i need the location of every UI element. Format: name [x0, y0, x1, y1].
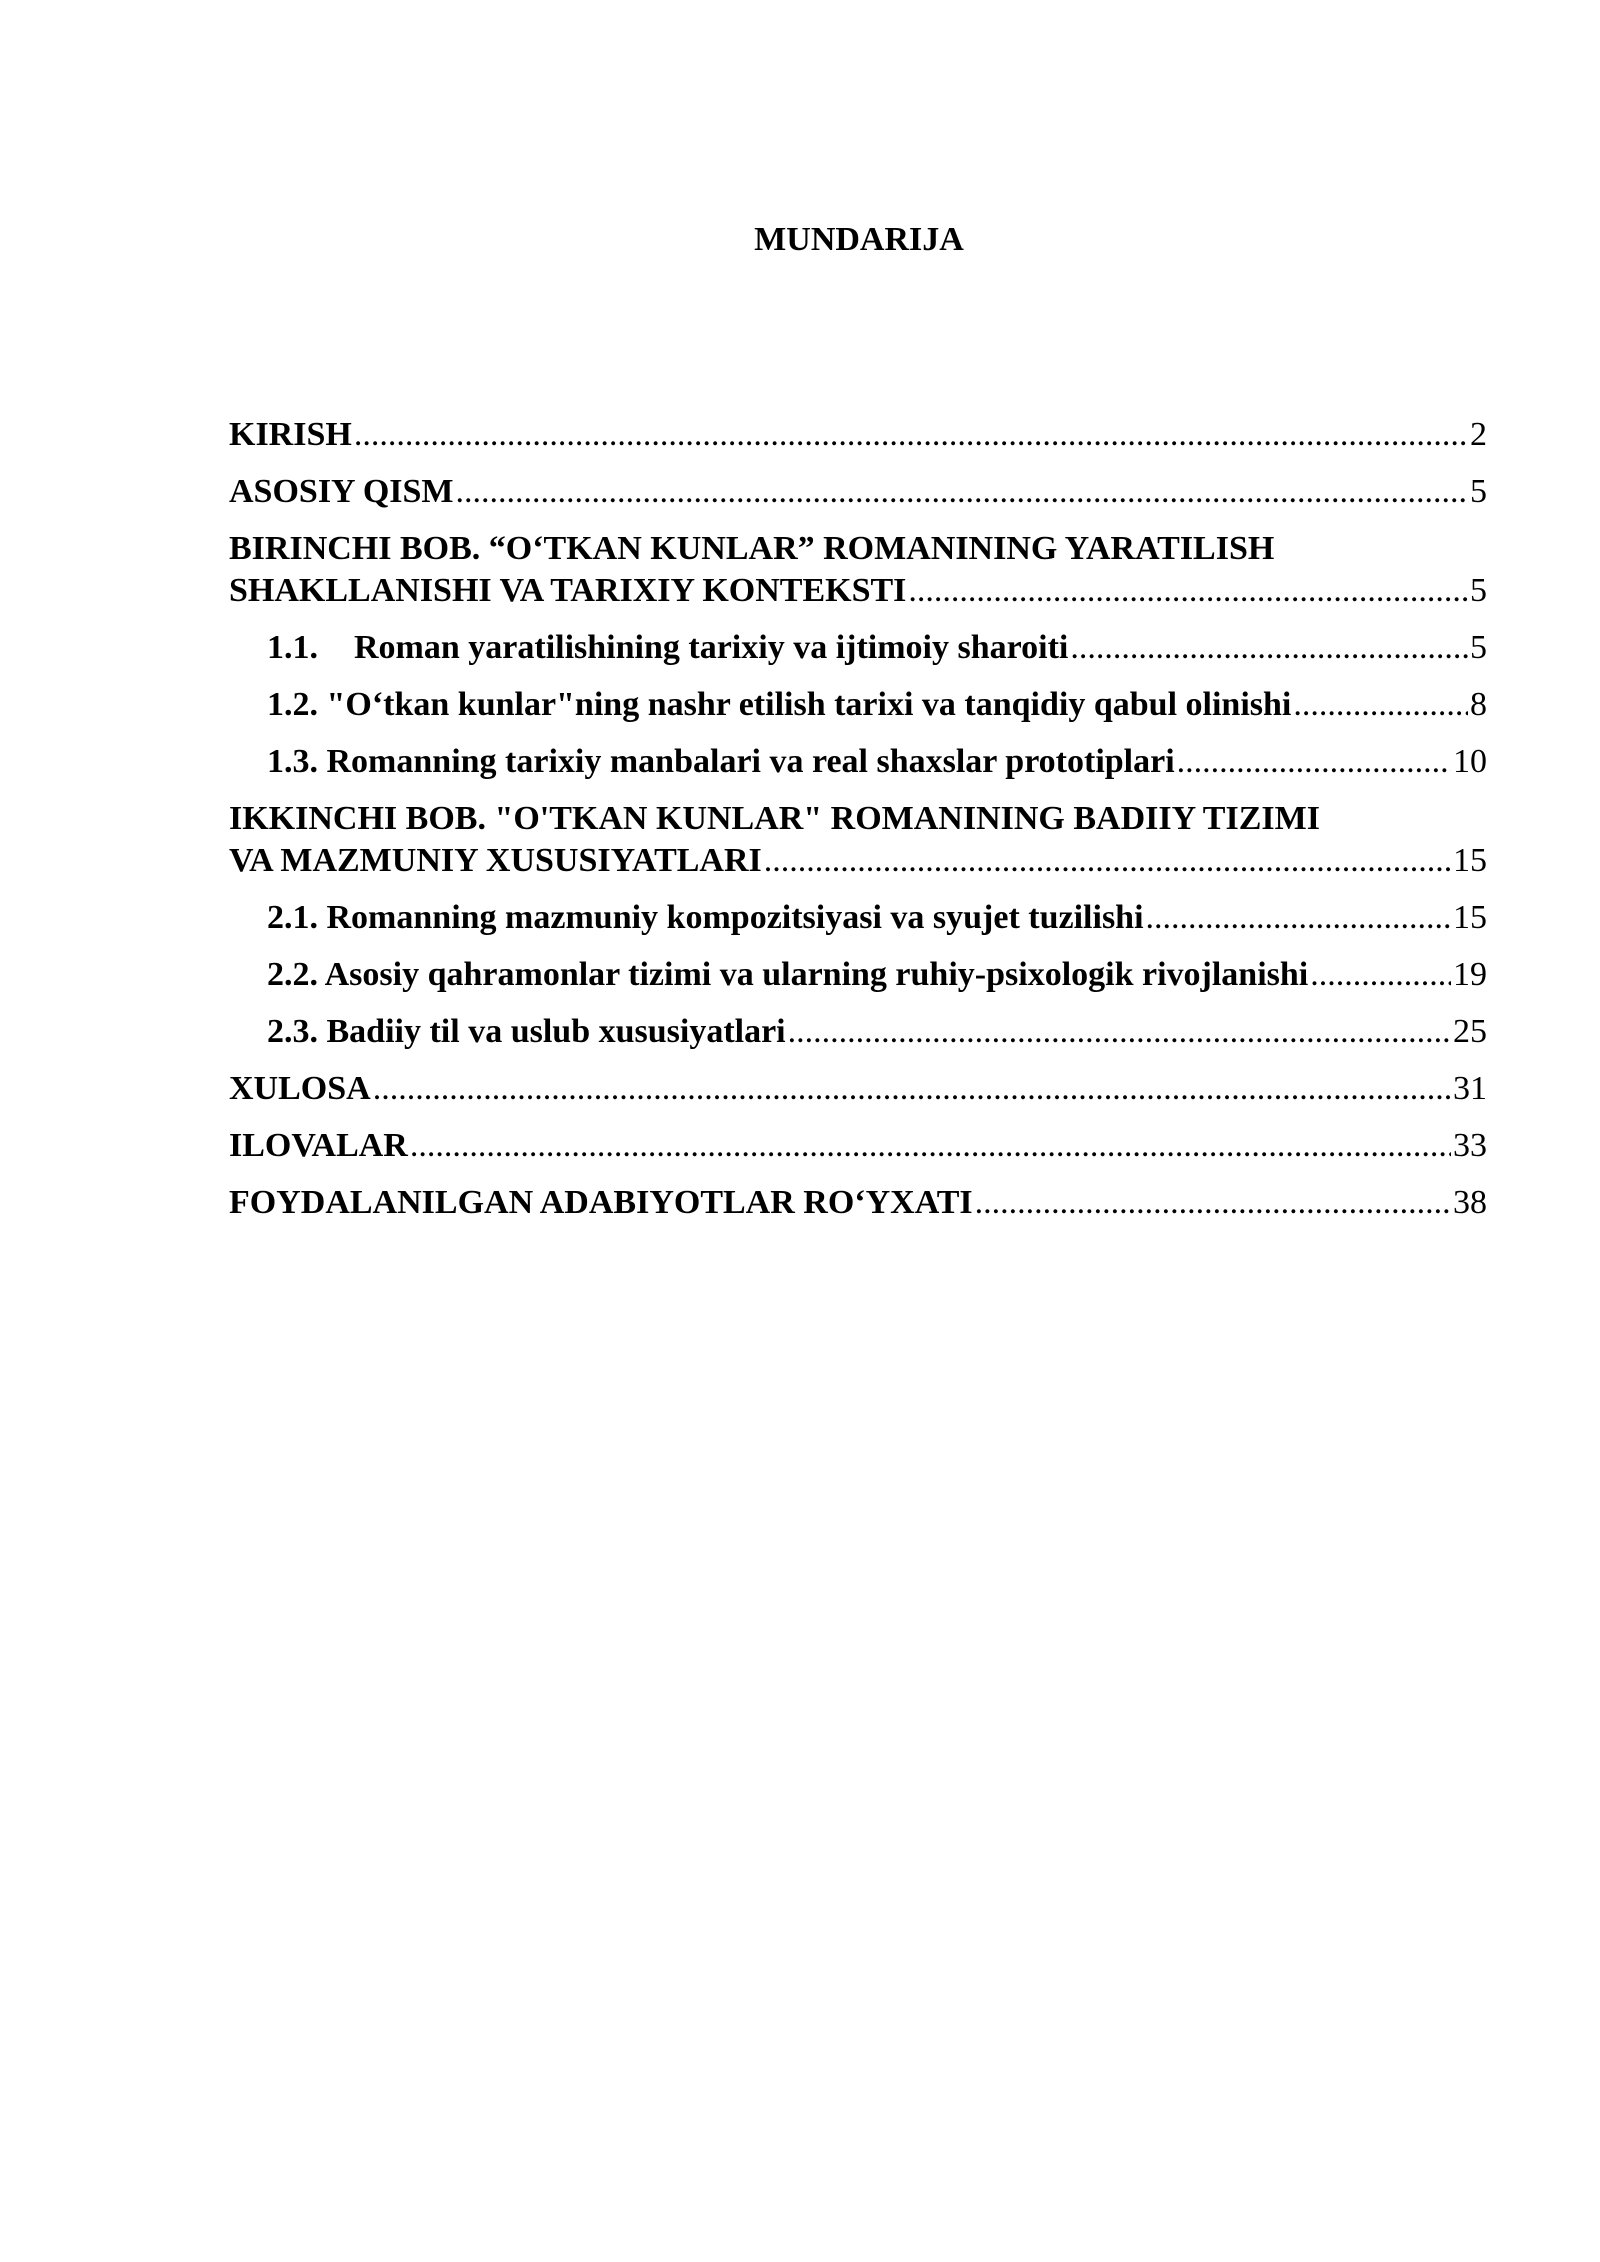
toc-entry-label	[267, 627, 1068, 669]
toc-entry-2-1[interactable]	[229, 897, 1487, 939]
toc-page-number: 15	[1453, 842, 1487, 879]
toc-entry-xulosa[interactable]	[229, 1068, 1487, 1110]
toc-entry-2-3[interactable]	[229, 1011, 1487, 1053]
page-title: MUNDARIJA	[754, 221, 964, 258]
toc-page-number: 31	[1453, 1070, 1487, 1107]
dot-leader	[1146, 897, 1451, 939]
toc-page-number: 19	[1453, 956, 1487, 993]
toc-page-number: 15	[1453, 899, 1487, 936]
toc-entry-label: KIRISH	[229, 416, 352, 453]
toc-entry-label: 2.1. Romanning mazmuniy kompozitsiyasi va syujet tuzilishi	[267, 899, 1144, 936]
toc-entry-chapter-2[interactable]	[229, 798, 1487, 882]
dot-leader	[456, 471, 1468, 513]
dot-leader	[975, 1182, 1451, 1224]
toc-entry-2-2[interactable]	[229, 954, 1487, 996]
toc-entry-label: XULOSA	[229, 1070, 371, 1107]
toc-page-number: 5	[1470, 473, 1487, 510]
dot-leader	[410, 1125, 1451, 1167]
table-of-contents	[229, 414, 1487, 1239]
toc-entry-adabiyotlar[interactable]	[229, 1182, 1487, 1224]
toc-entry-kirish[interactable]	[229, 414, 1487, 456]
toc-page-number: 5	[1470, 572, 1487, 609]
toc-page-number: 5	[1470, 629, 1487, 666]
toc-entry-label: 1.2. "O‘tkan kunlar"ning nashr etilish tarixi va tanqidiy qabul olinishi	[267, 686, 1292, 723]
dot-leader	[788, 1011, 1451, 1053]
toc-entry-label-line2: SHAKLLANISHI VA TARIXIY KONTEKSTI	[229, 572, 907, 609]
toc-page-number: 38	[1453, 1184, 1487, 1221]
toc-entry-label: ASOSIY QISM	[229, 473, 454, 510]
toc-entry-label: 2.2. Asosiy qahramonlar tizimi va ularning ruhiy-psixologik rivojlanishi	[267, 956, 1309, 993]
toc-page-number: 25	[1453, 1013, 1487, 1050]
toc-entry-ilovalar[interactable]	[229, 1125, 1487, 1167]
toc-entry-number: 1.1.	[267, 629, 318, 666]
toc-entry-asosiy-qism[interactable]	[229, 471, 1487, 513]
toc-entry-label-line1: BIRINCHI BOB. “O‘TKAN KUNLAR” ROMANINING YARATILISH	[229, 530, 1275, 567]
toc-entry-1-2[interactable]	[229, 684, 1487, 726]
toc-page-number: 10	[1453, 743, 1487, 780]
toc-entry-label: 1.3. Romanning tarixiy manbalari va real shaxslar prototiplari	[267, 743, 1175, 780]
toc-entry-chapter-1[interactable]	[229, 528, 1487, 612]
dot-leader	[908, 570, 1468, 612]
toc-page-number: 33	[1453, 1127, 1487, 1164]
dot-leader	[1177, 741, 1451, 783]
toc-entry-text: Roman yaratilishining tarixiy va ijtimoiy sharoiti	[354, 629, 1069, 666]
toc-entry-label: 2.3. Badiiy til va uslub xususiyatlari	[267, 1013, 786, 1050]
toc-entry-label: FOYDALANILGAN ADABIYOTLAR RO‘YXATI	[229, 1184, 973, 1221]
dot-leader	[1070, 627, 1468, 669]
toc-entry-1-3[interactable]	[229, 741, 1487, 783]
toc-page-number: 8	[1470, 686, 1487, 723]
dot-leader	[373, 1068, 1451, 1110]
toc-entry-label: ILOVALAR	[229, 1127, 408, 1164]
toc-entry-1-1[interactable]	[229, 627, 1487, 669]
dot-leader	[764, 840, 1451, 882]
toc-entry-label-line1: IKKINCHI BOB. "O'TKAN KUNLAR" ROMANINING BADIIY TIZIMI	[229, 800, 1320, 837]
toc-entry-label-line2: VA MAZMUNIY XUSUSIYATLARI	[229, 842, 762, 879]
dot-leader	[1293, 684, 1468, 726]
toc-page-number: 2	[1470, 416, 1487, 453]
dot-leader	[1310, 954, 1451, 996]
dot-leader	[354, 414, 1468, 456]
